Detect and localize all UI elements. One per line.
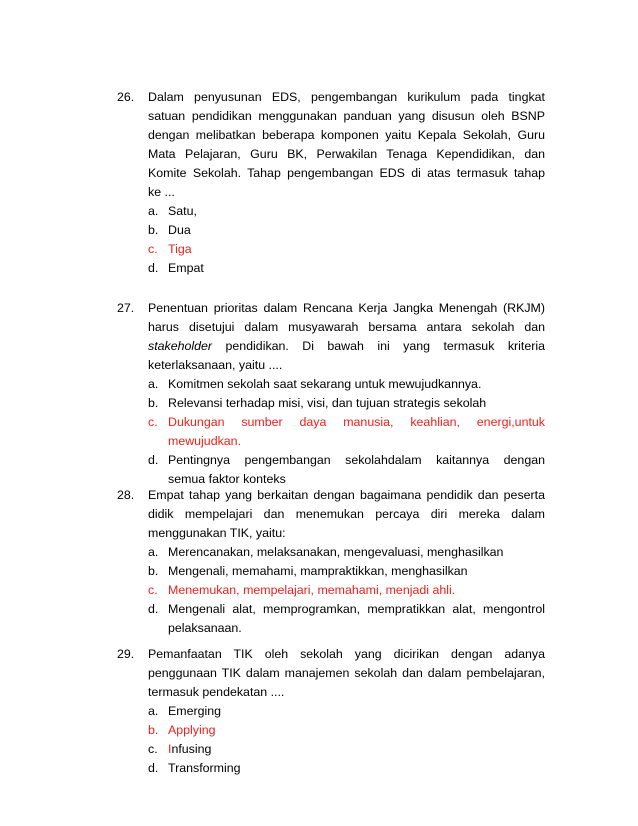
option-initial-highlight: I xyxy=(168,742,172,756)
option-text: Transforming xyxy=(168,761,241,775)
question-text-line: keterlaksanaan, yaitu .... xyxy=(148,358,283,372)
question-number: 29. xyxy=(117,647,135,661)
option-text: Pentingnya pengembangan sekolahdalam kaitannya dengan xyxy=(168,453,545,467)
question-number: 27. xyxy=(117,301,135,315)
question-text-line: Empat tahap yang berkaitan dengan bagaimana pendidik dan peserta xyxy=(148,488,545,502)
option-text: Dua xyxy=(168,223,191,237)
question-number: 28. xyxy=(117,488,135,502)
option-letter: a. xyxy=(148,704,159,718)
option-letter: a. xyxy=(148,204,159,218)
option-text: Komitmen sekolah saat sekarang untuk mewujudkannya. xyxy=(168,377,482,391)
option-text-answer: Dukungan sumber daya manusia, keahlian, energi,untuk xyxy=(168,415,545,429)
question-text-line: Dalam penyusunan EDS, pengembangan kurikulum pada tingkat xyxy=(148,90,545,104)
option-text: Relevansi terhadap misi, visi, dan tujuan strategis sekolah xyxy=(168,396,487,410)
stakeholder-italic: stakeholder xyxy=(148,339,213,353)
option-letter-answer: c. xyxy=(148,583,158,597)
option-letter-answer: b. xyxy=(148,723,159,737)
question-text-line: ke ... xyxy=(148,185,175,199)
question-text-line: didik mempelajari dan menemukan percaya diri mereka dalam xyxy=(148,507,545,521)
option-text-answer: mewujudkan. xyxy=(168,434,242,448)
option-text: Mengenali alat, memprogramkan, mempratikkan alat, mengontrol xyxy=(168,602,545,616)
question-text-line: Komite Sekolah. Tahap pengembangan EDS di atas termasuk tahap xyxy=(148,166,545,180)
option-letter: a. xyxy=(148,377,159,391)
option-letter: c. xyxy=(148,742,158,756)
option-text: Infusing xyxy=(168,742,212,756)
option-letter: b. xyxy=(148,396,159,410)
option-letter: d. xyxy=(148,453,159,467)
option-letter-answer: c. xyxy=(148,415,158,429)
option-text: Satu, xyxy=(168,204,197,218)
option-text-answer: Tiga xyxy=(168,242,192,256)
question-text-line: termasuk pendekatan .... xyxy=(148,685,285,699)
option-text-answer: Menemukan, mempelajari, memahami, menjadi ahli. xyxy=(168,583,456,597)
question-text-line: dengan melibatkan beberapa komponen yaitu Kepala Sekolah, Guru xyxy=(148,128,545,142)
option-text: Mengenali, memahami, mampraktikkan, menghasilkan xyxy=(168,564,468,578)
option-letter-answer: c. xyxy=(148,242,158,256)
option-text: Empat xyxy=(168,261,204,275)
question-text-line: satuan pendidikan menggunakan panduan yang disusun oleh BSNP xyxy=(148,109,545,123)
question-text-line: Mata Pelajaran, Guru BK, Perwakilan Tenaga Kependidikan, dan xyxy=(148,147,545,161)
question-text-line: Pemanfaatan TIK oleh sekolah yang dicirikan dengan adanya xyxy=(148,647,545,661)
option-text: Merencanakan, melaksanakan, mengevaluasi, menghasilkan xyxy=(168,545,504,559)
option-letter: a. xyxy=(148,545,159,559)
option-text: Emerging xyxy=(168,704,222,718)
option-letter: d. xyxy=(148,261,159,275)
question-text-line: menggunakan TIK, yaitu: xyxy=(148,526,286,540)
question-number: 26. xyxy=(117,90,135,104)
option-text: pelaksanaan. xyxy=(168,621,242,635)
option-letter: d. xyxy=(148,602,159,616)
option-text: semua faktor konteks xyxy=(168,472,286,486)
question-text-line: stakeholder pendidikan. Di bawah ini yang termasuk kriteria xyxy=(148,339,545,353)
option-text-answer: Applying xyxy=(168,723,216,737)
question-text-line: penggunaan TIK dalam manajemen sekolah dan dalam pembelajaran, xyxy=(148,666,545,680)
question-text-line: Penentuan prioritas dalam Rencana Kerja Jangka Menengah (RKJM) xyxy=(148,301,545,315)
option-letter: d. xyxy=(148,761,159,775)
option-letter: b. xyxy=(148,223,159,237)
question-text-line: harus disetujui dalam musyawarah bersama antara sekolah dan xyxy=(148,320,545,334)
option-letter: b. xyxy=(148,564,159,578)
